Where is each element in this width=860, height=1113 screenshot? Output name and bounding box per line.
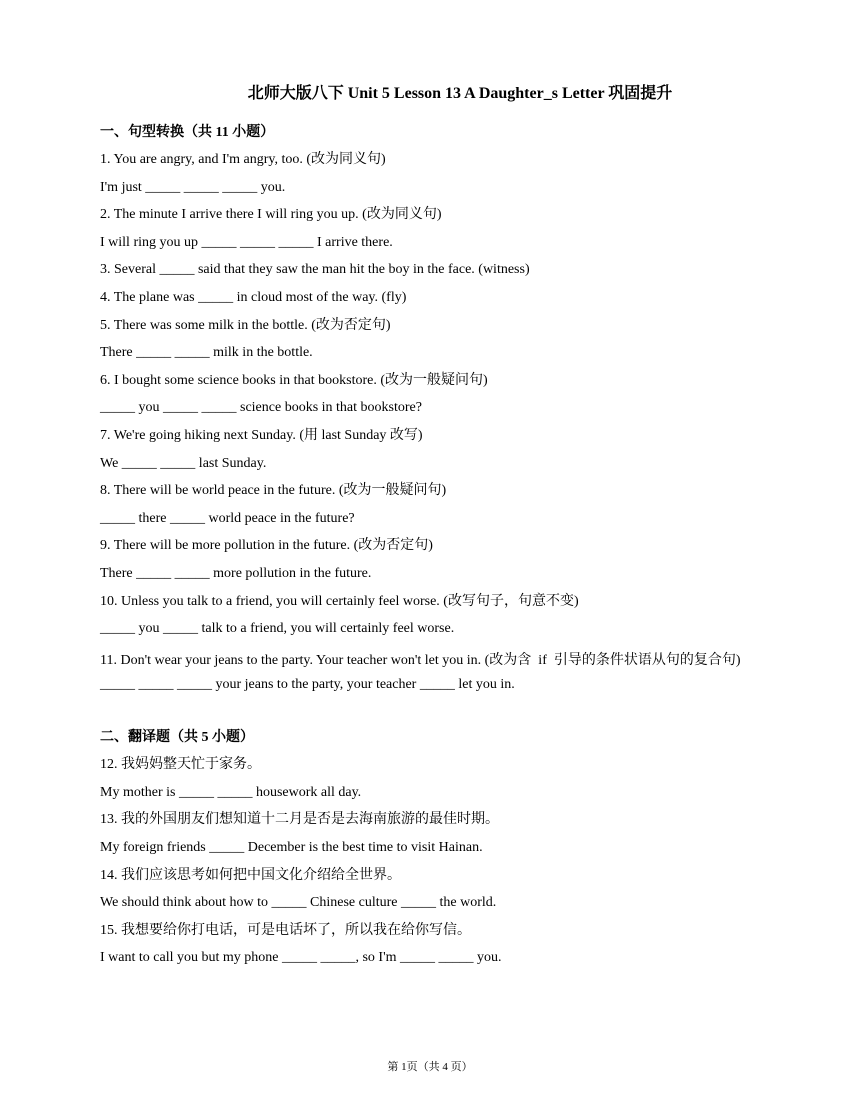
answer-line: _____ you _____ _____ science books in that bookstore? [100, 400, 422, 416]
document-body [100, 123, 770, 976]
answer-line: We _____ _____ last Sunday. [100, 455, 267, 471]
question-line: 8. There will be world peace in the future. (改为一般疑问句) [100, 483, 447, 499]
question-line: 5. There was some milk in the bottle. (改为否定句) [100, 317, 391, 333]
question-line: 3. Several _____ said that they saw the man hit the boy in the face. (witness) [100, 262, 530, 278]
question-line: 1. You are angry, and I'm angry, too. (改为同义句) [100, 152, 386, 167]
section-spacer [100, 702, 770, 728]
document-title: 北师大版八下 Unit 5 Lesson 13 A Daughter_s Letter 巩固提升 [247, 85, 673, 102]
question-line: 4. The plane was _____ in cloud most of the way. (fly) [100, 289, 407, 305]
question-line: 9. There will be more pollution in the future. (改为否定句) [100, 538, 433, 554]
question-line: 10. Unless you talk to a friend, you will certainly feel worse. (改写句子，句意不变) [100, 593, 579, 609]
question-line: 7. We're going hiking next Sunday. (用 last Sunday 改写) [100, 427, 423, 443]
question-line: 6. I bought some science books in that bookstore. (改为一般疑问句) [100, 372, 488, 388]
answer-line: My foreign friends _____ December is the best time to visit Hainan. [100, 840, 483, 856]
answer-line: There _____ _____ more pollution in the future. [100, 565, 372, 581]
answer-line: I will ring you up _____ _____ _____ I arrive there. [100, 234, 393, 250]
question-line: 14. 我们应该思考如何把中国文化介绍给全世界。 [100, 867, 401, 883]
question-line: 15. 我想要给你打电话，可是电话坏了，所以我在给你写信。 [100, 922, 471, 938]
answer-line: My mother is _____ _____ housework all day. [100, 784, 362, 800]
answer-line: There _____ _____ milk in the bottle. [100, 345, 313, 361]
page-footer: 第 1页（共 4 页） [387, 1061, 473, 1073]
section-heading-translation: 二、翻译题（共 5 小题） [100, 730, 254, 746]
answer-line: I want to call you but my phone _____ _____, so I'm _____ _____ you. [100, 950, 502, 966]
question-line: 12. 我妈妈整天忙于家务。 [100, 757, 261, 773]
answer-line: _____ _____ _____ your jeans to the party, your teacher _____ let you in. [100, 676, 515, 692]
answer-line: We should think about how to _____ Chinese culture _____ the world. [100, 895, 497, 911]
section-heading-sentence-transformation: 一、句型转换（共 11 小题） [100, 125, 275, 140]
question-line: 13. 我的外国朋友们想知道十二月是否是去海南旅游的最佳时期。 [100, 812, 499, 828]
answer-line: I'm just _____ _____ _____ you. [100, 179, 286, 195]
question-line: 2. The minute I arrive there I will ring you up. (改为同义句) [100, 207, 442, 223]
question-line: 11. Don't wear your jeans to the party. Your teacher won't let you in. (改为含 if 引导的条件状语从句的复合句) [100, 652, 741, 668]
answer-line: _____ you _____ talk to a friend, you will certainly feel worse. [100, 621, 455, 637]
answer-line: _____ there _____ world peace in the future? [100, 510, 355, 526]
